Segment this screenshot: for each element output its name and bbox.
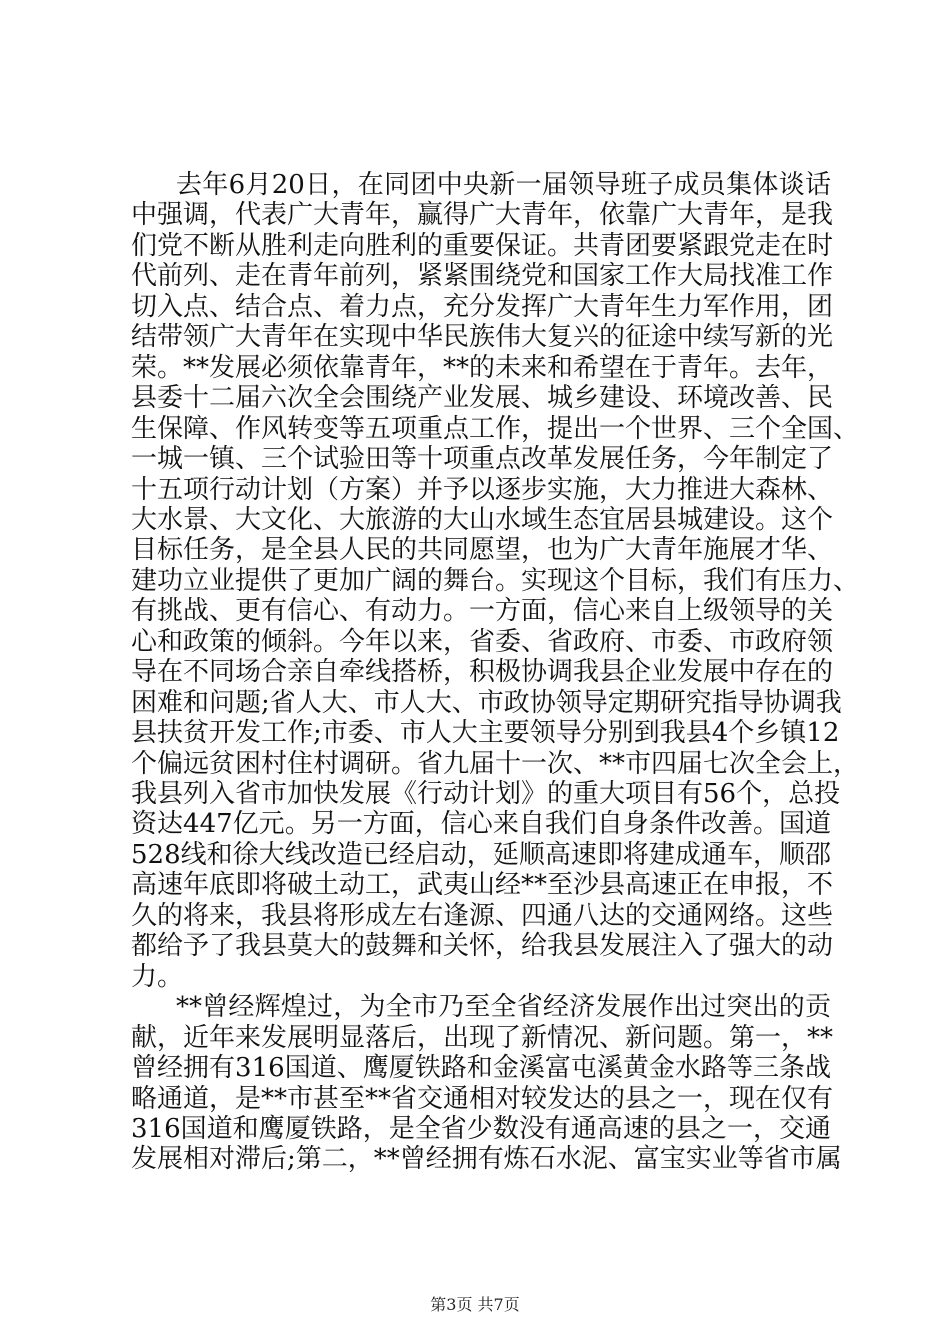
text-line: 建功立业提供了更加广阔的舞台。实现这个目标，我们有压力、 (131, 566, 860, 596)
text-line: 个偏远贫困村住村调研。省九届十一次、**市四届七次全会上， (131, 749, 860, 779)
text-line: 有挑战、更有信心、有动力。一方面，信心来自上级领导的关 (131, 596, 834, 626)
text-line: 力。 (131, 962, 184, 992)
text-line: 一城一镇、三个试验田等十项重点改革发展任务，今年制定了 (131, 444, 834, 474)
text-line: 献，近年来发展明显落后，出现了新情况、新问题。第一，** (131, 1023, 834, 1053)
text-line: 去年6月20日，在同团中央新一届领导班子成员集体谈话 (176, 170, 831, 200)
text-line: 目标任务，是全县人民的共同愿望，也为广大青年施展才华、 (131, 535, 834, 565)
text-line: 大水景、大文化、大旅游的大山水域生态宜居县城建设。这个 (131, 505, 834, 535)
text-line: 高速年底即将破土动工，武夷山经**至沙县高速正在申报，不 (131, 870, 834, 900)
text-line: 528线和徐大线改造已经启动，延顺高速即将建成通车，顺邵 (131, 840, 831, 870)
text-line: 心和政策的倾斜。今年以来，省委、省政府、市委、市政府领 (131, 627, 834, 657)
page-number-footer: 第3页 共7页 (430, 1295, 520, 1314)
text-line: 困难和问题;省人大、市人大、市政协领导定期研究指导协调我 (131, 688, 842, 718)
text-line: 导在不同场合亲自牵线搭桥，积极协调我县企业发展中存在的 (131, 657, 834, 687)
text-line: 们党不断从胜利走向胜利的重要保证。共青团要紧跟党走在时 (131, 231, 834, 261)
text-line: 代前列、走在青年前列，紧紧围绕党和国家工作大局找准工作 (131, 261, 834, 291)
text-line: 久的将来，我县将形成左右逢源、四通八达的交通网络。这些 (131, 901, 834, 931)
text-line: 曾经拥有316国道、鹰厦铁路和金溪富屯溪黄金水路等三条战 (131, 1053, 831, 1083)
text-line: 十五项行动计划（方案）并予以逐步实施，大力推进大森林、 (131, 475, 834, 505)
text-line: 316国道和鹰厦铁路，是全省少数没有通高速的县之一，交通 (131, 1114, 831, 1144)
text-line: 县扶贫开发工作;市委、市人大主要领导分别到我县4个乡镇12 (131, 718, 840, 748)
text-line: 生保障、作风转变等五项重点工作，提出一个世界、三个全国、 (131, 414, 860, 444)
text-line: 都给予了我县莫大的鼓舞和关怀，给我县发展注入了强大的动 (131, 931, 834, 961)
text-line: 中强调，代表广大青年，赢得广大青年，依靠广大青年，是我 (131, 200, 834, 230)
text-line: 我县列入省市加快发展《行动计划》的重大项目有56个，总投 (131, 779, 841, 809)
text-line: 荣。**发展必须依靠青年，**的未来和希望在于青年。去年， (131, 353, 834, 383)
text-line: 县委十二届六次全会围绕产业发展、城乡建设、环境改善、民 (131, 383, 834, 413)
text-line: 切入点、结合点、着力点，充分发挥广大青年生力军作用，团 (131, 292, 834, 322)
text-line: 资达447亿元。另一方面，信心来自我们自身条件改善。国道 (131, 809, 831, 839)
text-line: 发展相对滞后;第二，**曾经拥有炼石水泥、富宝实业等省市属 (131, 1144, 842, 1174)
text-line: **曾经辉煌过，为全市乃至全省经济发展作出过突出的贡 (176, 992, 831, 1022)
text-line: 结带领广大青年在实现中华民族伟大复兴的征途中续写新的光 (131, 322, 834, 352)
text-line: 略通道，是**市甚至**省交通相对较发达的县之一，现在仅有 (131, 1084, 834, 1114)
